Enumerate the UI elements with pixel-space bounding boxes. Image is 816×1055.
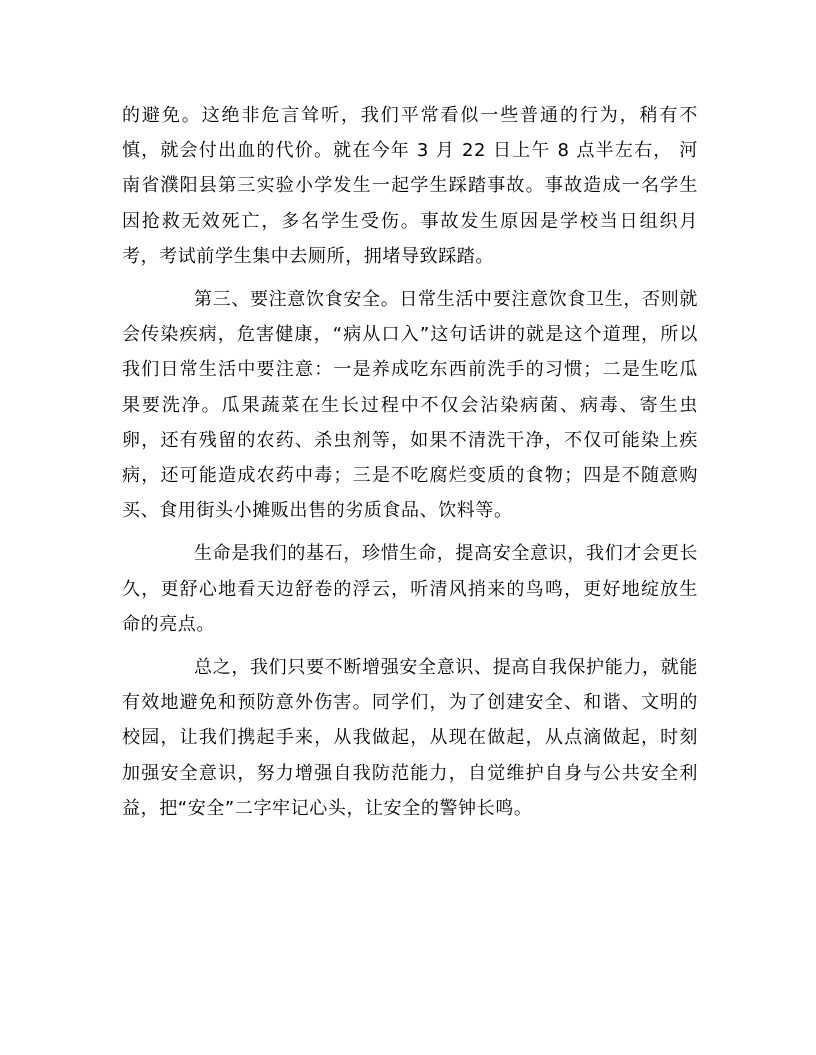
document-body <box>122 98 698 826</box>
paragraph-food-safety: 第三、要注意饮食安全。日常生活中要注意饮食卫生，否则就会传染疾病，危害健康，“病从口入”这句话讲的就是这个道理，所以我们日常生活中要注意：一是养成吃东西前洗手的习惯；二是生吃瓜果要洗净。瓜果蔬菜在生长过程中不仅会沾染病菌、病毒、寄生虫卵，还有残留的农药、杀虫剂等，如果不清洗干净，不仅可能染上疾病，还可能造成农药中毒；三是不吃腐烂变质的食物；四是不随意购买、食用街头小摊贩出售的劣质食品、饮料等。 <box>122 289 698 522</box>
paragraph-continuation: 的避免。这绝非危言耸听，我们平常看似一些普通的行为，稍有不慎，就会付出血的代价。就在今年 3 月 22 日上午 8 点半左右， 河南省濮阳县第三实验小学发生一起学生踩踏事故。事故造成一名学生因抢救无效死亡，多名学生受伤。事故发生原因是学校当日组织月考，考试前学生集中去厕所，拥堵导致踩踏。 <box>122 105 698 267</box>
paragraph-conclusion: 总之，我们只要不断增强安全意识、提高自我保护能力，就能有效地避免和预防意外伤害。同学们，为了创建安全、和谐、文明的校园，让我们携起手来，从我做起，从现在做起，从点滴做起，时刻加强安全意识，努力增强自我防范能力，自觉维护自身与公共安全利益，把“安全”二字牢记心头，让安全的警钟长鸣。 <box>122 657 698 819</box>
paragraph-cherish-life: 生命是我们的基石，珍惜生命，提高安全意识，我们才会更长久，更舒心地看天边舒卷的浮云，听清风捎来的鸟鸣，更好地绽放生命的亮点。 <box>122 543 698 635</box>
